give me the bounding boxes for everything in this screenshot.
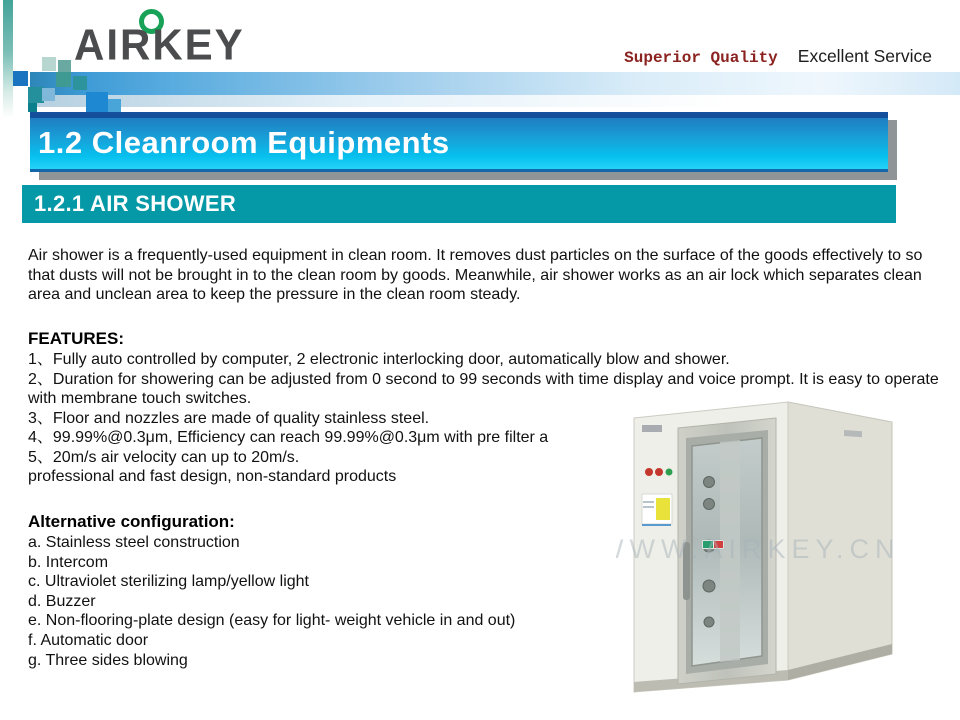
alt-config-item: g. Three sides blowing — [28, 651, 188, 669]
alt-config-item: c. Ultraviolet sterilizing lamp/yellow light — [28, 573, 309, 591]
intro-paragraph: Air shower is a frequently-used equipment in clean room. It removes dust particles on the surface of the goods effectively to so that dusts will not be brought in to the clean room by goods. Meanwhile, air shower works as an air lock which separates clean area and unclean area to keep the pressure in the clean room steady. — [28, 247, 923, 303]
air-shower-illustration — [616, 392, 920, 714]
deco-square — [73, 76, 87, 90]
alt-config-item: b. Intercom — [28, 553, 109, 571]
tagline-superior-quality: Superior Quality — [624, 49, 778, 67]
deco-square — [56, 72, 71, 87]
feature-item: professional and fast design, non-standard products — [28, 468, 397, 485]
feature-item: 4、99.99%@0.3μm, Efficiency can reach 99.99%@0.3μm with pre filter a — [28, 429, 549, 446]
deco-square — [108, 99, 121, 112]
taglines — [624, 46, 932, 67]
airkey-logo: AIRKEY — [74, 20, 245, 69]
feature-item: 1、Fully auto controlled by computer, 2 electronic interlocking door, automatically blow and shower. — [28, 351, 730, 368]
alt-config-item: f. Automatic door — [28, 631, 149, 649]
features-heading: FEATURES: — [28, 329, 125, 348]
deco-square — [42, 88, 55, 101]
left-edge-accent-bar — [3, 0, 13, 118]
alt-config-item: e. Non-flooring-plate design (easy for light- weight vehicle in and out) — [28, 612, 516, 630]
deco-square — [42, 57, 56, 71]
alternative-config-heading: Alternative configuration: — [28, 512, 235, 531]
alt-config-item: d. Buzzer — [28, 592, 96, 610]
feature-item: 5、20m/s air velocity can up to 20m/s. — [28, 448, 300, 466]
deco-square — [13, 71, 28, 86]
brand-mark-front — [642, 425, 662, 432]
subsection-title: 1.2.1 AIR SHOWER — [34, 191, 237, 216]
feature-item: 2、Duration for showering can be adjusted from 0 second to 99 seconds with time display and voice prompt. It is easy to operate with membrane touch switches. — [28, 370, 939, 407]
feature-item: 3、Floor and nozzles are made of quality stainless steel. — [28, 409, 430, 427]
air-shower-product-image — [616, 392, 920, 714]
deco-square — [28, 103, 37, 112]
alternative-config-list — [28, 533, 568, 670]
watermark-text: WWW.AIRKEY.CN — [616, 534, 901, 564]
subsection-title-bar — [22, 185, 896, 223]
brand-mark-side — [844, 430, 862, 437]
alt-config-item: a. Stainless steel construction — [28, 534, 240, 551]
section-title-bar — [30, 112, 888, 172]
header-gradient-band — [30, 72, 960, 95]
section-title: 1.2 Cleanroom Equipments — [38, 125, 450, 160]
header-gradient-fade — [30, 95, 960, 107]
deco-square — [86, 92, 108, 114]
tagline-excellent-service: Excellent Service — [797, 46, 932, 66]
